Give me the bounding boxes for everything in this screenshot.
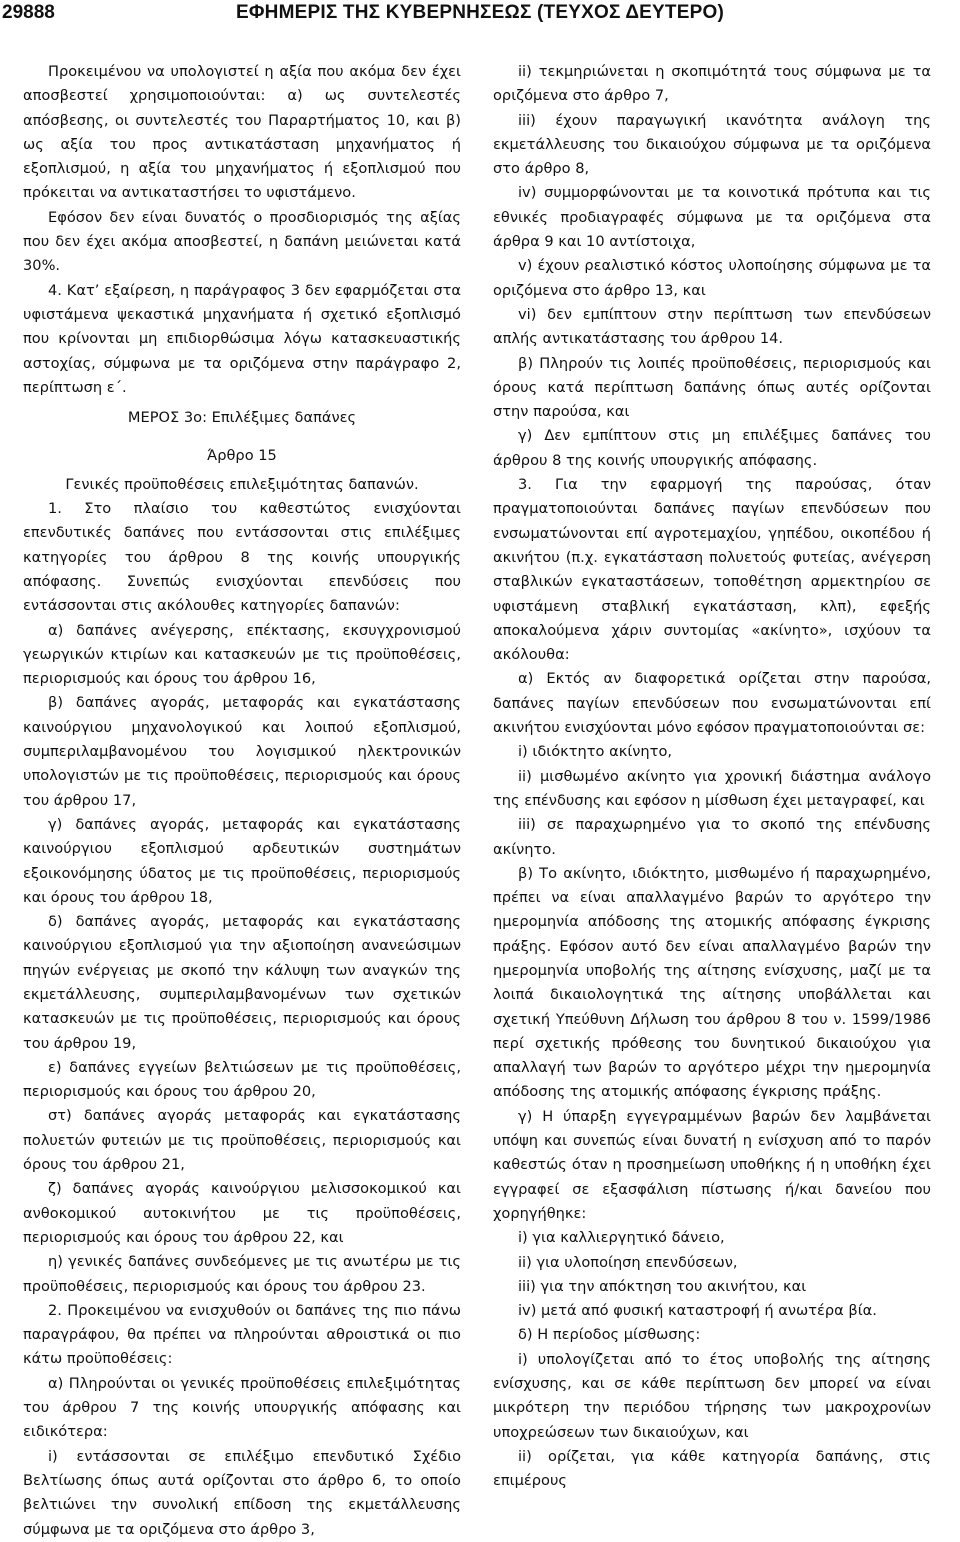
paragraph: γ) Δεν εμπίπτουν στις μη επιλέξιμες δαπάνες του άρθρου 8 της κοινής υπουργικής απόφασης.	[493, 427, 931, 469]
page-header	[0, 0, 960, 34]
paragraph: iii) έχουν παραγωγική ικανότητα ανάλογη της εκμετάλλευσης του δικαιούχου σύμφωνα με τα οριζόμενα στο άρθρο 8,	[493, 111, 931, 178]
paragraph: i) εντάσσονται σε επιλέξιμο επενδυτικό Σχέδιο Βελτίωσης όπως αυτά ορίζονται στο άρθρο 6, το οποίο βελτιώνει την συνολική επίδοση της εκμετάλλευσης σύμφωνα με τα οριζόμενα στο άρθρο 3,	[23, 1447, 461, 1538]
paragraph: iv) μετά από φυσική καταστροφή ή ανωτέρα βία.	[518, 1302, 877, 1320]
paragraph: γ) δαπάνες αγοράς, μεταφοράς και εγκατάστασης καινούργιου εξοπλισμού αρδευτικών συστημάτων εξοικονόμησης ύδατος με τις προϋποθέσεις, περιορισμούς και όρους του άρθρου 18,	[23, 815, 461, 906]
paragraph: γ) Η ύπαρξη εγγεγραμμένων βαρών δεν λαμβάνεται υπόψη και συνεπώς είναι δυνατή η ενίσχυση από το παρόν καθεστώς όταν η προσημείωση υποθήκης ή η υποθήκη έχει εγγραφεί σε εξασφάλιση πίστωσης ή/και δανείου που χορηγήθηκε:	[493, 1107, 931, 1222]
paragraph: α) Πληρούνται οι γενικές προϋποθέσεις επιλεξιμότητας του άρθρου 7 της κοινής υπουργικής απόφασης και ειδικότερα:	[23, 1374, 461, 1441]
paragraph: ζ) δαπάνες αγοράς καινούργιου μελισσοκομικού και ανθοκομικού αυτοκινήτου με τις προϋποθέσεις, περιορισμούς και όρους του άρθρου 22, και	[23, 1180, 461, 1246]
paragraph: iii) σε παραχωρημένο για το σκοπό της επένδυσης ακίνητο.	[493, 816, 931, 858]
paragraph: ii) τεκμηριώνεται η σκοπιμότητά τους σύμφωνα με τα οριζόμενα στο άρθρο 7,	[493, 63, 931, 105]
paragraph: ii) ορίζεται, για κάθε κατηγορία δαπάνης, στις επιμέρους	[493, 1447, 931, 1490]
paragraph: i) υπολογίζεται από το έτος υποβολής της αίτησης ενίσχυσης, και σε κάθε περίπτωση δεν μπορεί να είναι μικρότερη την περιόδου τήρησης των μακροχρονίων υποχρεώσεων των δικαιούχων, και	[493, 1350, 931, 1441]
paragraph: η) γενικές δαπάνες συνδεόμενες με τις ανωτέρω με τις προϋποθέσεις, περιορισμούς και όρους του άρθρου 23.	[23, 1253, 461, 1295]
paragraph: στ) δαπάνες αγοράς μεταφοράς και εγκατάστασης πολυετών φυτειών με τις προϋποθέσεις, περιορισμούς και όρους του άρθρου 21,	[23, 1107, 461, 1174]
paragraph: β) Πληρούν τις λοιπές προϋποθέσεις, περιορισμούς και όρους κατά περίπτωση δαπάνης όπως αυτές ορίζονται στην παρούσα, και	[493, 354, 931, 421]
part-heading: ΜΕΡΟΣ 3ο: Επιλέξιμες δαπάνες	[127, 409, 357, 427]
paragraph: 4. Κατ’ εξαίρεση, η παράγραφος 3 δεν εφαρμόζεται στα υφιστάμενα ψεκαστικά μηχανήματα ή σχετικό εξοπλισμό που κρίνονται μη επιδιορθώσιμα λόγω κατασκευαστικής αστοχίας, σύμφωνα με τα οριζόμενα στην παράγραφο 2, περίπτωση ε΄.	[23, 281, 461, 396]
paragraph: i) ιδιόκτητο ακίνητο,	[518, 743, 673, 761]
paragraph: δ) Η περίοδος μίσθωσης:	[518, 1326, 701, 1344]
right-column	[493, 60, 931, 1494]
paragraph: α) Εκτός αν διαφορετικά ορίζεται στην παρούσα, δαπάνες παγίων επενδύσεων που ενσωματώνονται επί ακινήτου ενισχύονται μόνο εφόσον πραγματοποιούνται σε:	[493, 670, 931, 737]
paragraph: α) δαπάνες ανέγερσης, επέκτασης, εκσυγχρονισμού γεωργικών κτιρίων και κατασκευών με τις προϋποθέσεις, περιορισμούς και όρους του άρθρου 16,	[23, 621, 461, 688]
paragraph: 3. Για την εφαρμογή της παρούσας, όταν πραγματοποιούνται δαπάνες παγίων επενδύσεων που ενσωματώνονται επί αγροτεμαχίου, γηπέδου, οικοπέδου ή ακινήτου (π.χ. εγκατάσταση πολυετούς φυτείας, ανέγερση σταβλικών εγκαταστάσεων, τοποθέτηση αρμεκτηρίου σε υφιστάμενη σταβλική εγκατάσταση, κλπ), εφεξής αποκαλούμενα χάριν συντομίας «ακίνητο», ισχύουν τα ακόλουθα:	[493, 476, 931, 664]
paragraph: iii) για την απόκτηση του ακινήτου, και	[518, 1277, 807, 1295]
paragraph: 2. Προκειμένου να ενισχυθούν οι δαπάνες της πιο πάνω παραγράφου, θα πρέπει να πληρούνται αθροιστικά οι πιο κάτω προϋποθέσεις:	[23, 1301, 461, 1368]
paragraph: i) για καλλιεργητικό δάνειο,	[518, 1229, 725, 1247]
paragraph: ii) για υλοποίηση επενδύσεων,	[518, 1253, 738, 1271]
paragraph: iv) συμμορφώνονται με τα κοινοτικά πρότυπα και τις εθνικές προδιαγραφές σύμφωνα με τα οριζόμενα στα άρθρα 9 και 10 αντίστοιχα,	[493, 184, 931, 251]
paragraph: ii) μισθωμένο ακίνητο για χρονική διάστημα ανάλογο της επένδυσης και εφόσον η μίσθωση έχει μεταγραφεί, και	[493, 767, 931, 809]
paragraph: vi) δεν εμπίπτουν στην περίπτωση των επενδύσεων απλής αντικατάστασης του άρθρου 14.	[493, 305, 931, 348]
left-column	[23, 60, 461, 1542]
paragraph: δ) δαπάνες αγοράς, μεταφοράς και εγκατάστασης καινούργιου εξοπλισμού για την αξιοποίηση ανανεώσιμων πηγών ενέργειας με σκοπό την κάλυψη των αναγκών της εκμετάλλευσης, συμπεριλαμβανομένων των σχετικών κατασκευών με τις προϋποθέσεις, περιορισμούς και όρους του άρθρου 19,	[23, 913, 461, 1052]
paragraph: ε) δαπάνες εγγείων βελτιώσεων με τις προϋποθέσεις, περιορισμούς και όρους του άρθρου 20,	[23, 1058, 461, 1101]
article-number: Άρθρο 15	[207, 447, 277, 465]
paragraph: Εφόσον δεν είναι δυνατός ο προσδιορισμός της αξίας που δεν έχει ακόμα αποσβεστεί, η δαπάνη μειώνεται κατά 30%.	[23, 208, 461, 275]
gazette-title: ΕΦΗΜΕΡΙΣ ΤΗΣ ΚΥΒΕΡΝΗΣΕΩΣ (ΤΕΥΧΟΣ ΔΕΥΤΕΡΟ)	[236, 2, 724, 23]
page-number: 29888	[2, 2, 55, 23]
paragraph: β) δαπάνες αγοράς, μεταφοράς και εγκατάστασης καινούργιου μηχανολογικού και λοιπού εξοπλισμού, συμπεριλαμβανομένου του λογισμικού ηλεκτρονικών υπολογιστών με τις προϋποθέσεις, περιορισμούς και όρους του άρθρου 17,	[23, 694, 461, 809]
paragraph: v) έχουν ρεαλιστικό κόστος υλοποίησης σύμφωνα με τα οριζόμενα στο άρθρο 13, και	[493, 257, 931, 299]
paragraph: Προκειμένου να υπολογιστεί η αξία που ακόμα δεν έχει αποσβεστεί χρησιμοποιούνται: α) ως συντελεστές απόσβεσης, οι συντελεστές του Παραρτήματος 10, και β) ως αξία του προς αντικατάσταση μηχανήματος ή εξοπλισμού, η αξία του μηχανήματος ή εξοπλισμού που πρόκειται να αντικαταστήσει το υφιστάμενο.	[23, 63, 461, 202]
paragraph: β) Το ακίνητο, ιδιόκτητο, μισθωμένο ή παραχωρημένο, πρέπει να είναι απαλλαγμένο βαρών το αργότερο την ημερομηνία απόδοσης της ατομικής απόφασης έγκρισης πράξης. Εφόσον αυτό δεν είναι απαλλαγμένο βαρών την ημερομηνία υποβολής της αίτησης ενίσχυσης, μαζί με τα λοιπά δικαιολογητικά της αίτησης υποβάλλεται και σχετική Υπεύθυνη Δήλωση του άρθρου 8 του ν. 1599/1986 περί σχετικής πρόθεσης του δυνητικού δικαιούχου για απαλλαγή των βαρών το αργότερο μέχρι την ημερομηνία απόδοσης της ατομικής απόφασης έγκρισης πράξης.	[493, 864, 931, 1101]
article-title: Γενικές προϋποθέσεις επιλεξιμότητας δαπανών.	[65, 475, 419, 493]
paragraph: 1. Στο πλαίσιο του καθεστώτος ενισχύονται επενδυτικές δαπάνες που εντάσσονται στις επιλέξιμες κατηγορίες του άρθρου 8 της κοινής υπουργικής απόφασης. Συνεπώς ενισχύονται επενδύσεις που εντάσσονται στις ακόλουθες κατηγορίες δαπανών:	[23, 500, 461, 615]
